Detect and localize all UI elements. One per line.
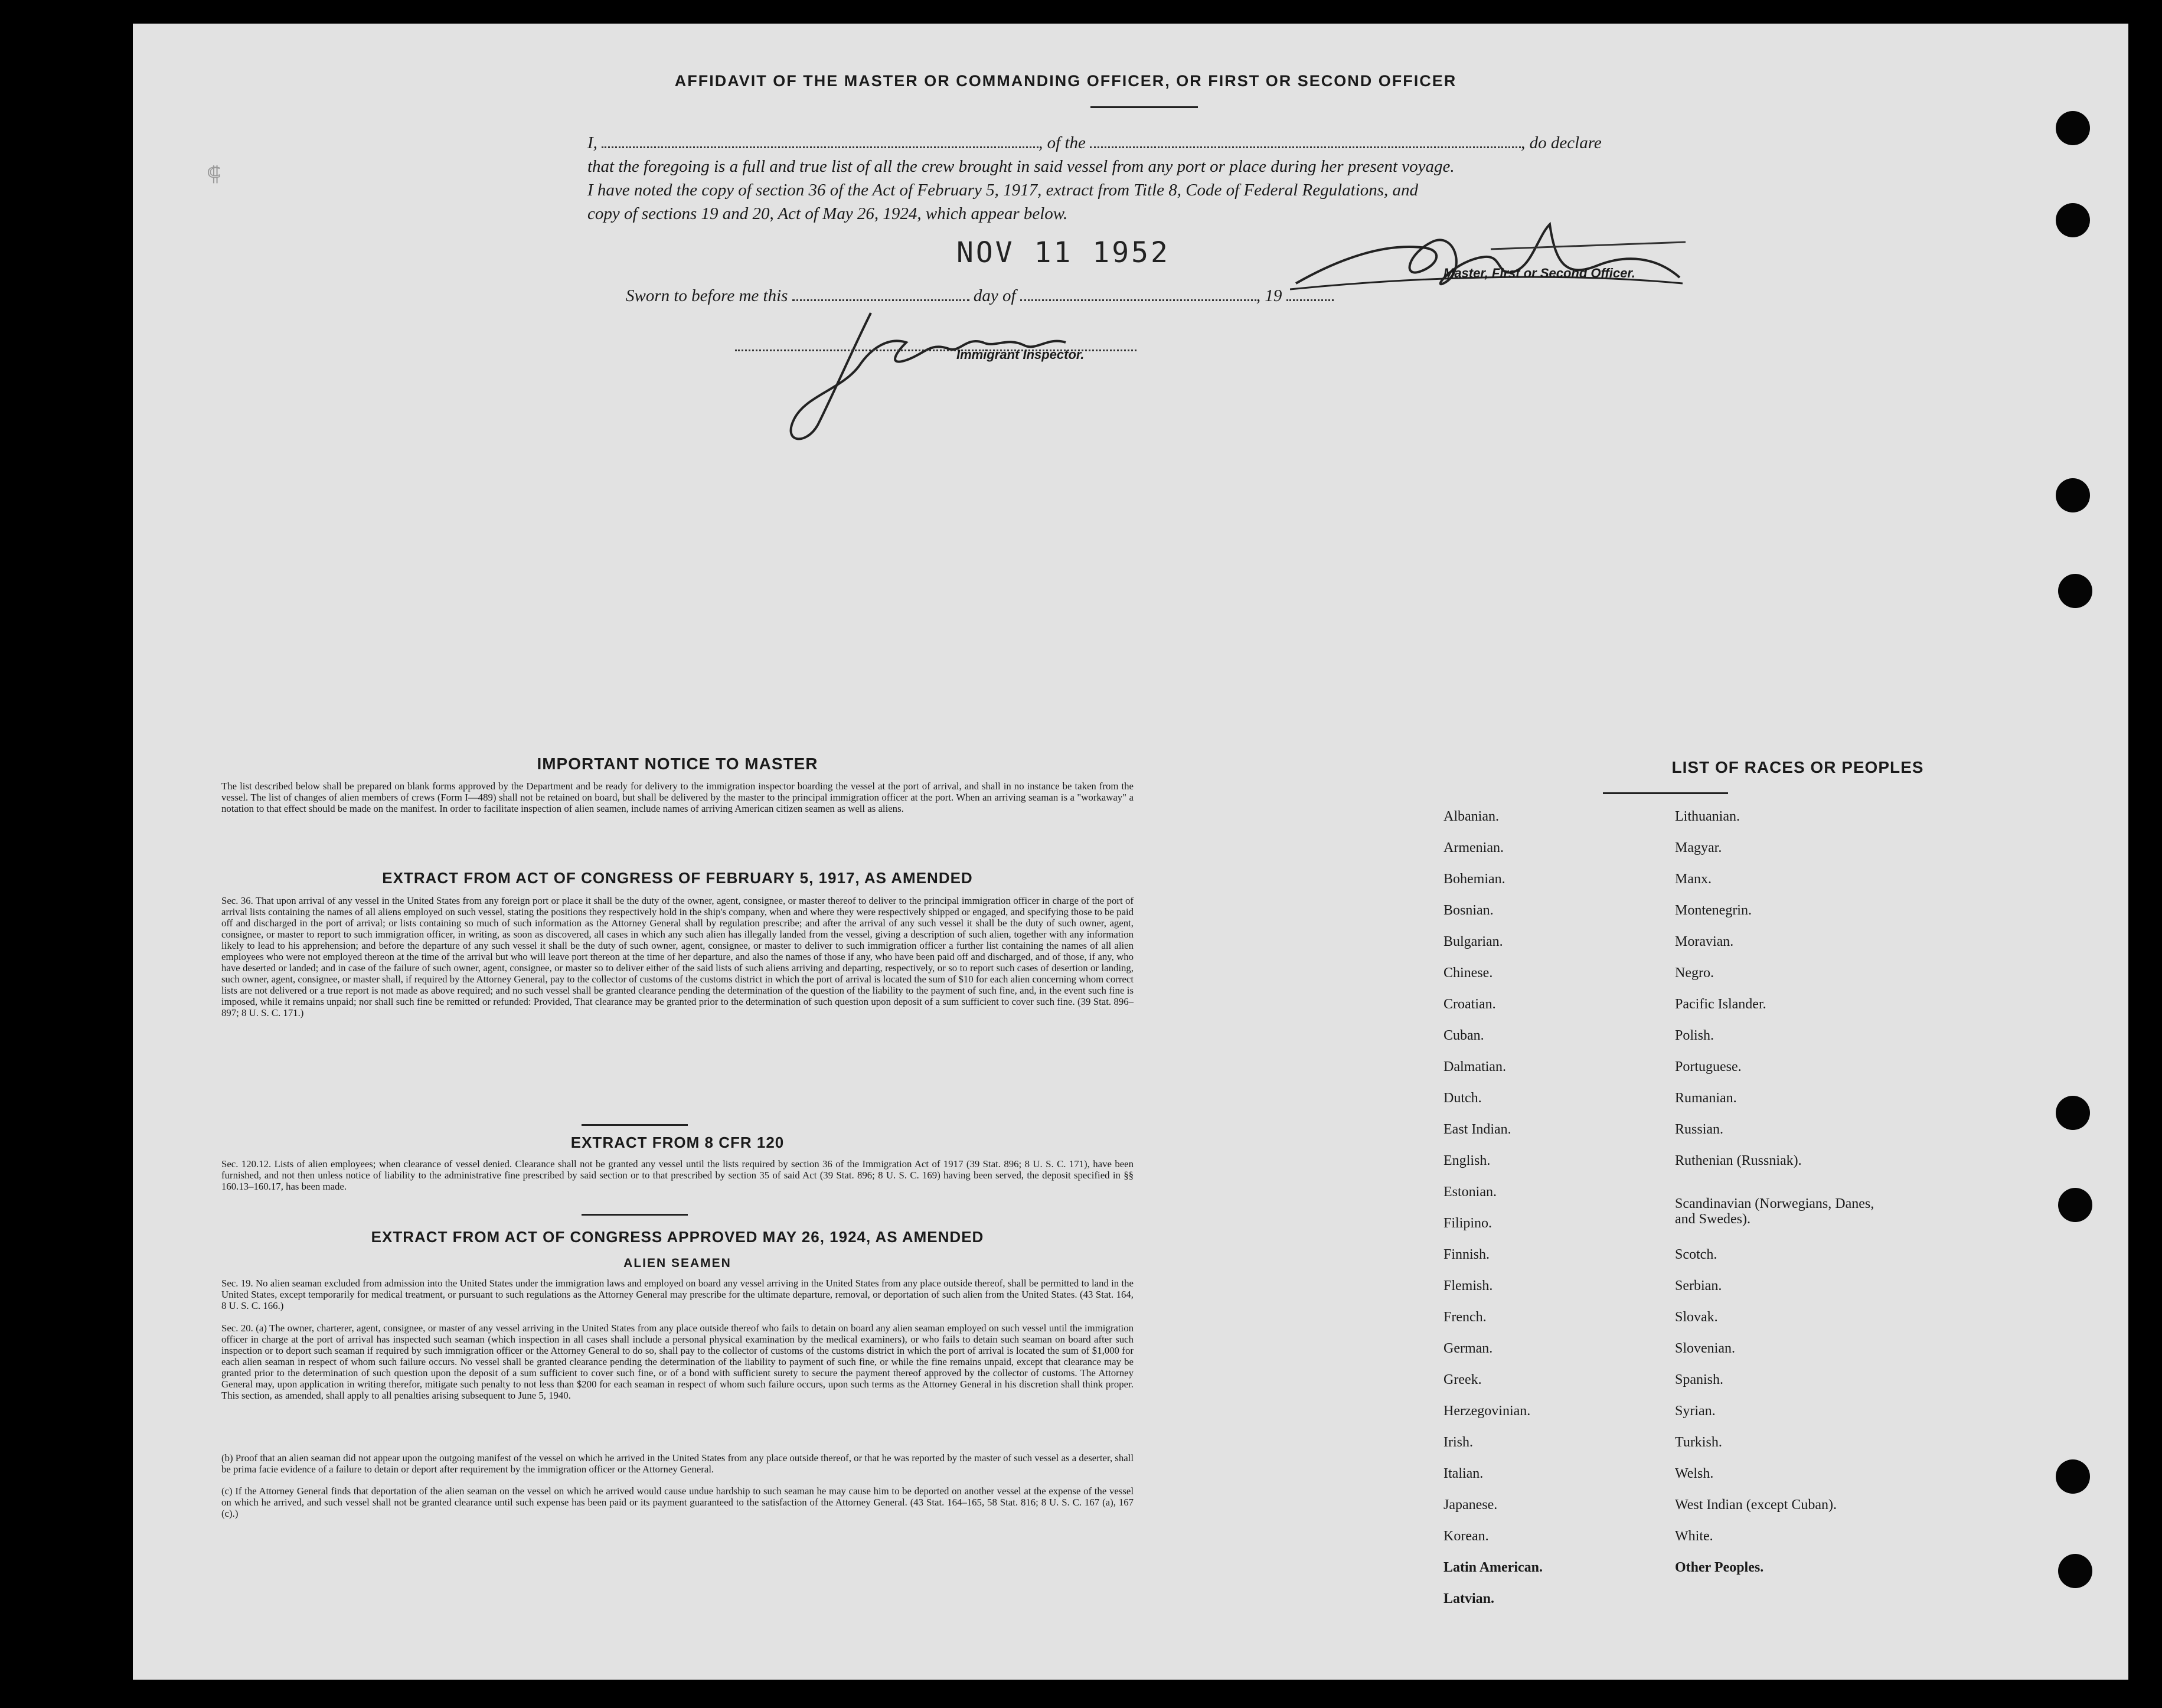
race-item: Flemish. bbox=[1443, 1278, 1493, 1294]
race-item: Syrian. bbox=[1675, 1403, 1716, 1419]
race-item: Serbian. bbox=[1675, 1278, 1722, 1294]
master-signature-icon bbox=[1290, 201, 1691, 301]
punch-hole-icon bbox=[2058, 574, 2092, 608]
race-item: Latin American. bbox=[1443, 1560, 1543, 1575]
sworn-day-of-label: day of bbox=[973, 286, 1016, 305]
race-item: German. bbox=[1443, 1341, 1493, 1356]
notice-body: The list described below shall be prepared on blank forms approved by the Department and be ready for delivery to the immigration inspector boarding the vessel at the port of arrival, and shall in no instance be taken from the vessel. The list of changes of alien members of crews (Form I—489) shall not be retained on board, but shall be delivered by the master to the principal immigration officer at the port. When an arriving seaman is a "workaway" a notation to that effect should be made on the manifest. In order to facilitate inspection of alien seamen, include names of arriving American citizen seamen as well as aliens. bbox=[221, 780, 1134, 814]
race-item: French. bbox=[1443, 1309, 1487, 1325]
extract-1924-subtitle: ALIEN SEAMEN bbox=[623, 1256, 731, 1270]
race-item: Portuguese. bbox=[1675, 1059, 1742, 1075]
race-item: Finnish. bbox=[1443, 1247, 1490, 1262]
affidavit-declare-label: , do declare bbox=[1521, 133, 1602, 152]
inspector-caption: Immigrant Inspector. bbox=[956, 347, 1085, 362]
race-item: Russian. bbox=[1675, 1122, 1724, 1137]
extract-cfr-rule bbox=[582, 1214, 688, 1216]
race-item: Rumanian. bbox=[1675, 1090, 1737, 1106]
punch-hole-icon bbox=[2056, 1096, 2090, 1130]
race-item: Latvian. bbox=[1443, 1591, 1495, 1606]
affidavit-line-4: copy of sections 19 and 20, Act of May 26, 1924, which appear below. bbox=[587, 204, 1068, 223]
race-item: West Indian (except Cuban). bbox=[1675, 1497, 1837, 1513]
race-item: Bohemian. bbox=[1443, 871, 1505, 887]
sworn-year-label: , 19 bbox=[1256, 286, 1282, 305]
punch-hole-icon bbox=[2056, 478, 2090, 512]
extract-1924-sec19: Sec. 19. No alien seaman excluded from admission into the United States under the immigration laws and employed on board any vessel arriving in the United States from any place outside thereof, shall be permitted to land in the United States, except temporarily for medical treatment, or pursuant to such regulations as the Attorney General may prescribe for the ultimate departure, removal, or deportation of such alien from the United States. (43 Stat. 164, 8 U. S. C. 166.) bbox=[221, 1278, 1134, 1311]
affidavit-line-1 bbox=[587, 133, 1602, 153]
extract-1917-title: EXTRACT FROM ACT OF CONGRESS OF FEBRUARY 5, 1917, AS AMENDED bbox=[382, 869, 973, 887]
races-title: LIST OF RACES OR PEOPLES bbox=[1671, 758, 1924, 776]
race-item: Magyar. bbox=[1675, 840, 1722, 855]
race-item: Estonian. bbox=[1443, 1184, 1497, 1200]
race-item: Dalmatian. bbox=[1443, 1059, 1506, 1075]
race-item: Montenegrin. bbox=[1675, 903, 1752, 918]
margin-mark: ⸿ bbox=[207, 163, 221, 185]
race-item: East Indian. bbox=[1443, 1122, 1511, 1137]
race-item: Filipino. bbox=[1443, 1216, 1493, 1231]
sworn-month-field[interactable] bbox=[1020, 286, 1256, 301]
extract-1924-title: EXTRACT FROM ACT OF CONGRESS APPROVED MAY 26, 1924, AS AMENDED bbox=[371, 1228, 984, 1246]
affidavit-i-label: I, bbox=[587, 133, 597, 152]
race-item: Pacific Islander. bbox=[1675, 997, 1766, 1012]
race-item: Cuban. bbox=[1443, 1028, 1484, 1043]
extract-1924-sec20a: Sec. 20. (a) The owner, charterer, agent, consignee, or master of any vessel arriving in the United States from any place outside thereof who fails to detain on board any alien seaman employed on such vessel until the immigration officer in charge at the port of arrival has inspected such seaman (which inspection in all cases shall include a personal physical examination by the medical examiners), or who fails to detain such seaman on board after such inspection or to deport such seaman if required by such immigration officer or the Attorney General to do so, shall pay to the collector of customs of the customs district in which the port of arrival is located the sum of $1,000 for each alien seaman in respect of whom such failure occurs. No vessel shall be granted clearance pending the determination of the liability to payment of such fine, or while the fine remains unpaid, except that clearance may be granted prior to the determination of such question upon the deposit of a sum sufficient to cover such fine, or of a bond with sufficient surety to secure the payment thereof approved by the collector of customs. The Attorney General may, upon application in writing therefor, mitigate such penalty to not less than $200 for each seaman in respect of whom such failure occurs, upon such terms as the Attorney General in his discretion shall think proper. This section, as amended, shall apply to all penalties arising subsequent to June 5, 1940. bbox=[221, 1322, 1134, 1401]
race-item: Slovak. bbox=[1675, 1309, 1718, 1325]
race-item: Spanish. bbox=[1675, 1372, 1724, 1387]
race-item: Herzegovinian. bbox=[1443, 1403, 1531, 1419]
race-item: Slovenian. bbox=[1675, 1341, 1735, 1356]
race-item: Bosnian. bbox=[1443, 903, 1494, 918]
affidavit-title-rule bbox=[1090, 106, 1198, 108]
race-item: Negro. bbox=[1675, 965, 1714, 981]
affidavit-line-2: that the foregoing is a full and true list of all the crew brought in said vessel from any port or place during her present voyage. bbox=[587, 157, 1455, 176]
inspector-signature-icon bbox=[770, 301, 1101, 455]
date-stamp: NOV 11 1952 bbox=[956, 236, 1170, 269]
race-item: Korean. bbox=[1443, 1529, 1489, 1544]
race-item: Chinese. bbox=[1443, 965, 1493, 981]
race-item: Bulgarian. bbox=[1443, 934, 1503, 949]
race-item: English. bbox=[1443, 1153, 1491, 1168]
race-item: Irish. bbox=[1443, 1435, 1473, 1450]
master-name-field[interactable] bbox=[602, 133, 1038, 148]
affidavit-of-the-label: , of the bbox=[1038, 133, 1086, 152]
race-item: Greek. bbox=[1443, 1372, 1482, 1387]
extract-1924-sec20b: (b) Proof that an alien seaman did not appear upon the outgoing manifest of the vessel on which he arrived in the United States from any place outside thereof, or that he was reported by the master of such vessel as a deserter, shall be prima facie evidence of a failure to detain or deport after requirement by the immigration officer or the Attorney General. bbox=[221, 1452, 1134, 1475]
punch-hole-icon bbox=[2056, 111, 2090, 145]
race-item: Scotch. bbox=[1675, 1247, 1717, 1262]
punch-hole-icon bbox=[2058, 1188, 2092, 1222]
extract-cfr-body: Sec. 120.12. Lists of alien employees; when clearance of vessel denied. Clearance shall not be granted any vessel until the lists required by section 36 of the Immigration Act of 1917 (39 Stat. 896; 8 U. S. C. 171), have been furnished, and not then unless notice of liability to the administrative fine prescribed by said section or to that prescribed by section 35 of said Act (39 Stat. 896; 8 U. S. C. 169) having been served, the deposit specified in §§ 160.13–160.17, has been made. bbox=[221, 1158, 1134, 1192]
race-item: White. bbox=[1675, 1529, 1713, 1544]
race-item: Ruthenian (Russniak). bbox=[1675, 1153, 1802, 1168]
race-item: Moravian. bbox=[1675, 934, 1734, 949]
race-item: Manx. bbox=[1675, 871, 1712, 887]
race-item: Lithuanian. bbox=[1675, 809, 1740, 824]
master-caption: Master, First or Second Officer. bbox=[1443, 266, 1635, 280]
vessel-name-field[interactable] bbox=[1090, 133, 1521, 148]
punch-hole-icon bbox=[2056, 203, 2090, 237]
race-item: Welsh. bbox=[1675, 1466, 1714, 1481]
form-page bbox=[133, 24, 2128, 1680]
sworn-day-field[interactable] bbox=[792, 286, 969, 301]
race-item: Scandinavian (Norwegians, Danes, and Swedes). bbox=[1675, 1196, 1874, 1227]
punch-hole-icon bbox=[2058, 1554, 2092, 1588]
race-item: Polish. bbox=[1675, 1028, 1714, 1043]
extract-1917-rule bbox=[582, 1124, 688, 1126]
notice-title: IMPORTANT NOTICE TO MASTER bbox=[537, 755, 818, 773]
extract-cfr-title: EXTRACT FROM 8 CFR 120 bbox=[570, 1134, 785, 1151]
sworn-prefix: Sworn to before me this bbox=[626, 286, 788, 305]
sworn-year-field[interactable] bbox=[1286, 286, 1334, 301]
affidavit-title: AFFIDAVIT OF THE MASTER OR COMMANDING OFFICER, OR FIRST OR SECOND OFFICER bbox=[674, 72, 1457, 90]
affidavit-line-3: I have noted the copy of section 36 of the Act of February 5, 1917, extract from Title 8, Code of Federal Regulations, and bbox=[587, 181, 1419, 200]
race-item: Dutch. bbox=[1443, 1090, 1482, 1106]
race-item: Other Peoples. bbox=[1675, 1560, 1764, 1575]
extract-1924-sec20c: (c) If the Attorney General finds that deportation of the alien seaman on the vessel on which he arrived would cause undue hardship to such seaman he may cause him to be deported on another vessel at the expense of the vessel on which he arrived, and such vessel shall not be granted clearance until such expense has been paid or its payment guaranteed to the satisfaction of the Attorney General. (43 Stat. 164–165, 58 Stat. 816; 8 U. S. C. 167 (a), 167 (c).) bbox=[221, 1485, 1134, 1519]
race-item: Japanese. bbox=[1443, 1497, 1498, 1513]
race-item: Turkish. bbox=[1675, 1435, 1722, 1450]
races-title-rule bbox=[1603, 792, 1728, 794]
race-item: Italian. bbox=[1443, 1466, 1484, 1481]
punch-hole-icon bbox=[2056, 1459, 2090, 1494]
race-item: Armenian. bbox=[1443, 840, 1504, 855]
race-item: Albanian. bbox=[1443, 809, 1499, 824]
extract-1917-body: Sec. 36. That upon arrival of any vessel in the United States from any foreign port or place it shall be the duty of the owner, agent, consignee, or master thereof to deliver to the principal immigration officer in charge of the port of arrival lists containing the names of all aliens employed on such vessel, stating the positions they respectively hold in the ship's company, when and where they were respectively shipped or engaged, and specifying those to be paid off and discharged in the port of arrival; or lists containing so much of such information as the Attorney General shall by regulation prescribe; and after the arrival of any such vessel it shall be the duty of such owner, agent, consignee, or master to report to such immigration officer, in writing, as soon as discovered, all cases in which any such alien has illegally landed from the vessel, giving a description of such alien, together with any information likely to lead to his apprehension; and before the departure of any such vessel it shall be the duty of such owner, agent, consignee, or master to deliver to such immigration officer a further list containing the names of all alien employees who were not employed thereon at the time of the arrival but who will leave port thereon at the time of her departure, and also the names of those if any, who have been paid off and discharged, and of those, if any, who have deserted or landed; and in case of the failure of such owner, agent, consignee, or master so to deliver either of the said lists of such aliens arriving and departing, respectively, or so to report such cases of desertion or landing, such owner, agent, consignee, or master shall, if required by the Attorney General, pay to the collector of customs of the customs district in which the port of arrival is located the sum of $10 for each alien concerning whom correct lists are not delivered or a true report is not made as above required; and no such vessel shall be granted clearance pending the determination of the question of the liability to the payment of such fine, and, in the event such fine is imposed, while it remains unpaid; nor shall such fine be remitted or refunded: Provided, That clearance may be granted prior to the determination of such question upon deposit of a sum sufficient to cover such fine. (39 Stat. 896–897; 8 U. S. C. 171.) bbox=[221, 895, 1134, 1018]
race-item: Croatian. bbox=[1443, 997, 1496, 1012]
